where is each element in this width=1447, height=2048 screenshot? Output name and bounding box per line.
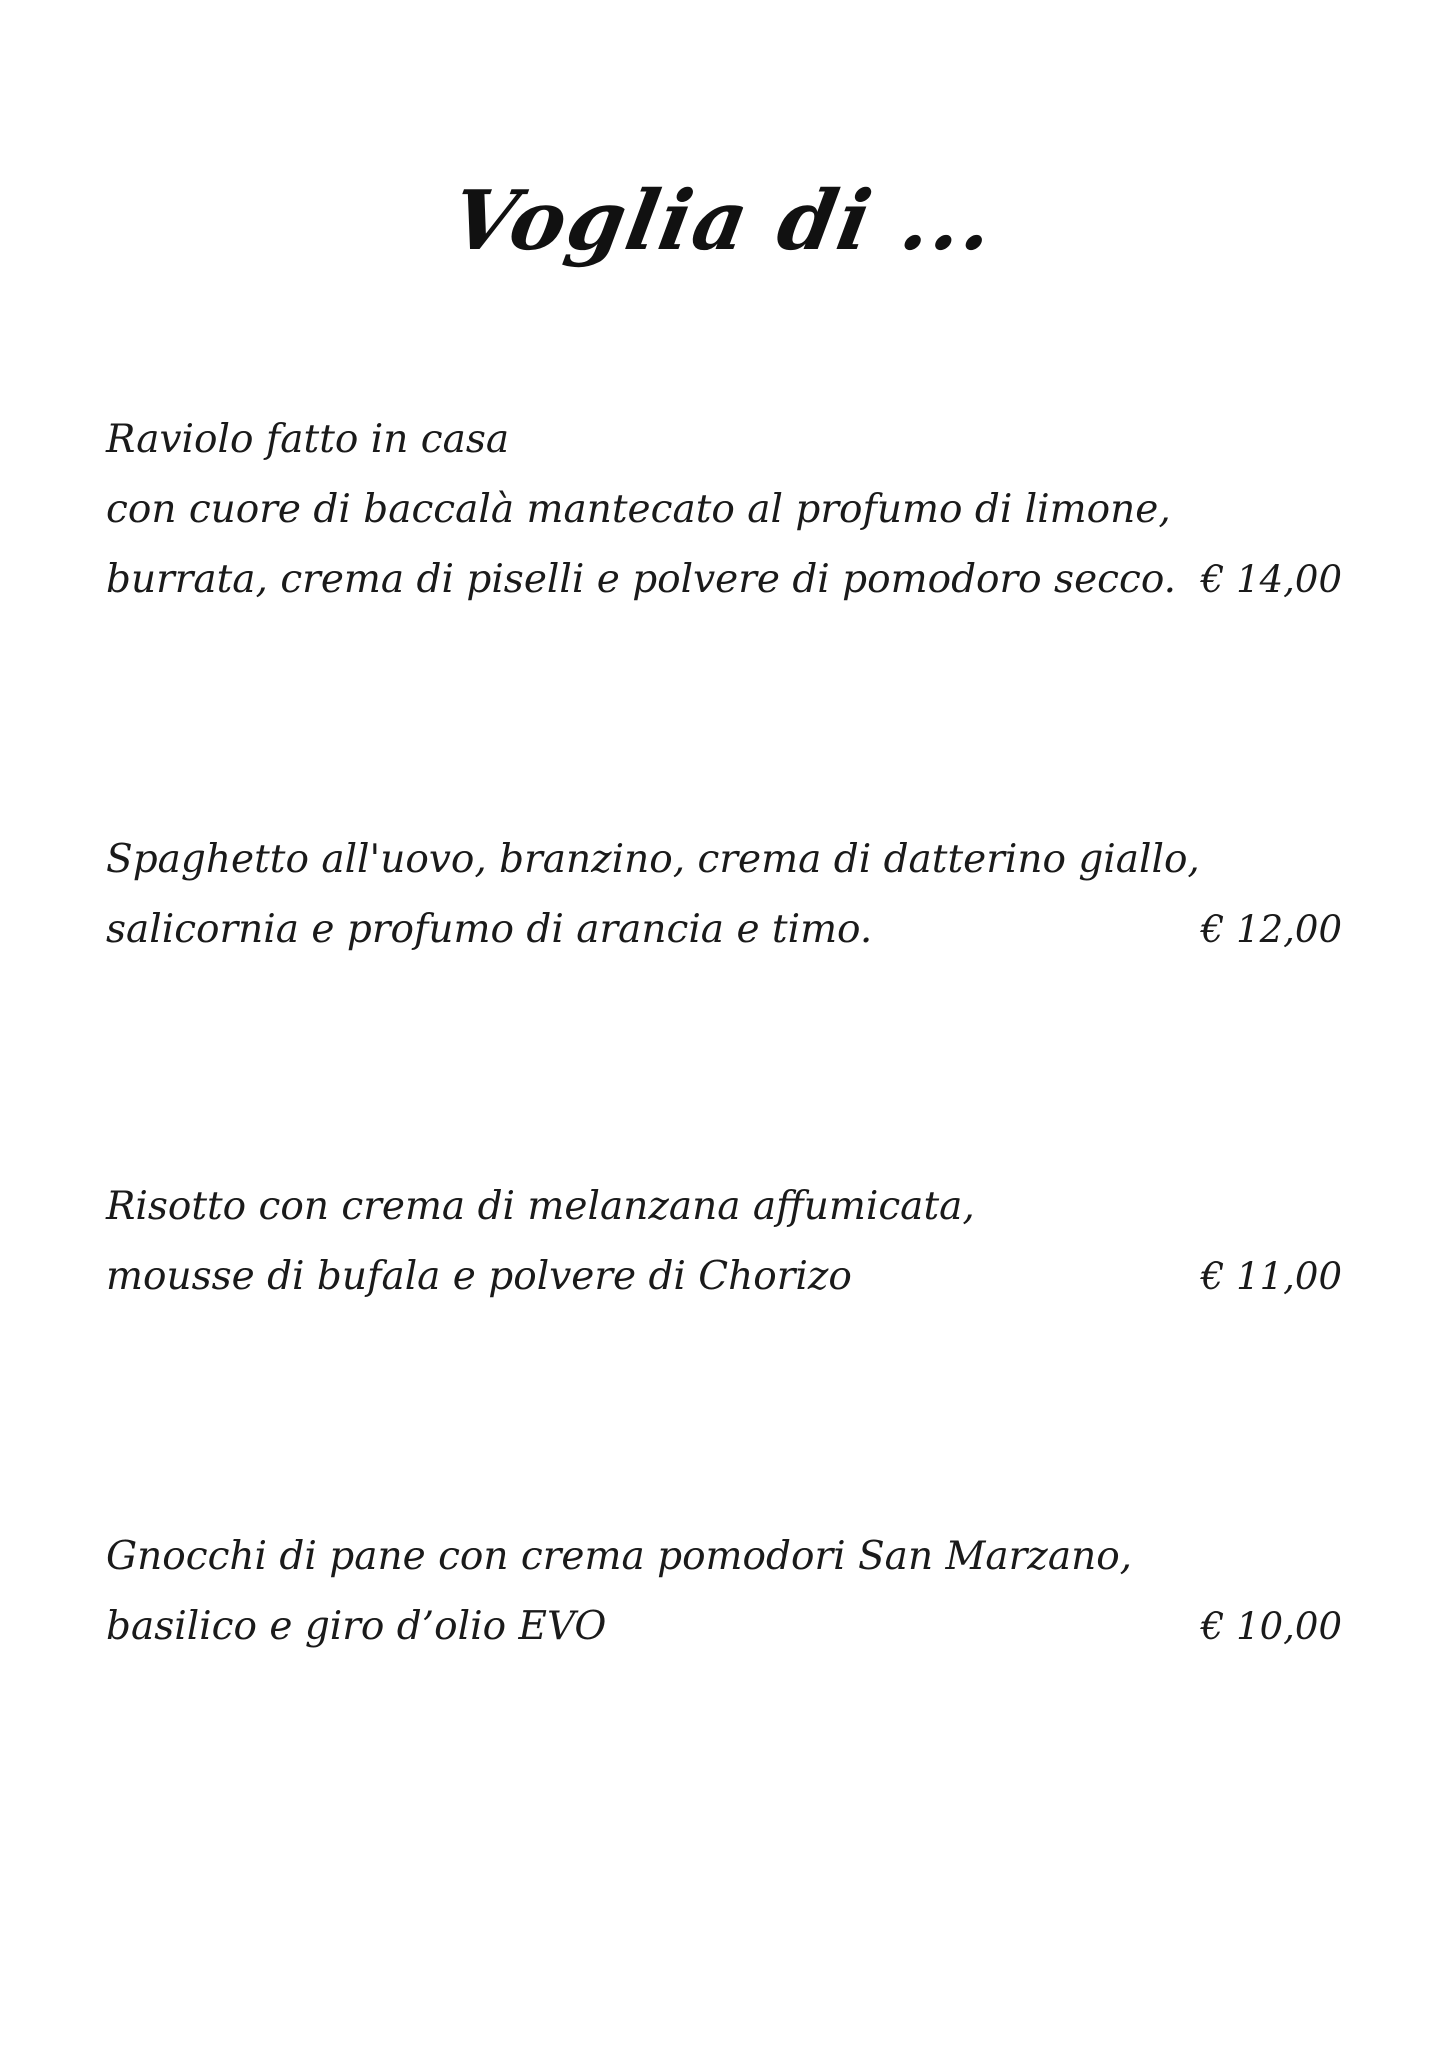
- menu-item: [106, 1172, 1342, 1312]
- dish-name: Raviolo fatto in casa: [106, 417, 510, 462]
- dish-name: Risotto con crema di melanzana affumicata,: [106, 1184, 975, 1229]
- dish-price: € 14,00: [1200, 558, 1342, 601]
- dish-name: Gnocchi di pane con crema pomodori San Marzano,: [106, 1534, 1133, 1579]
- dish-description-line: salicornia e profumo di arancia e timo.: [106, 907, 873, 952]
- dish-description-line: mousse di bufala e polvere di Chorizo: [106, 1254, 852, 1299]
- dish-name: Spaghetto all'uovo, branzino, crema di datterino giallo,: [106, 837, 1200, 882]
- dish-price: € 11,00: [1200, 1255, 1342, 1298]
- menu-item: [106, 1522, 1342, 1662]
- menu-item: [106, 825, 1342, 965]
- dish-price: € 12,00: [1200, 908, 1342, 951]
- dish-price: € 10,00: [1200, 1605, 1342, 1648]
- dish-description-line: basilico e giro d’olio EVO: [106, 1604, 607, 1649]
- dish-description-line: burrata, crema di piselli e polvere di pomodoro secco.: [106, 557, 1177, 602]
- dish-description-line: con cuore di baccalà mantecato al profumo di limone,: [106, 487, 1171, 532]
- menu-item: [106, 405, 1342, 615]
- page-title: Voglia di ...: [444, 173, 1003, 269]
